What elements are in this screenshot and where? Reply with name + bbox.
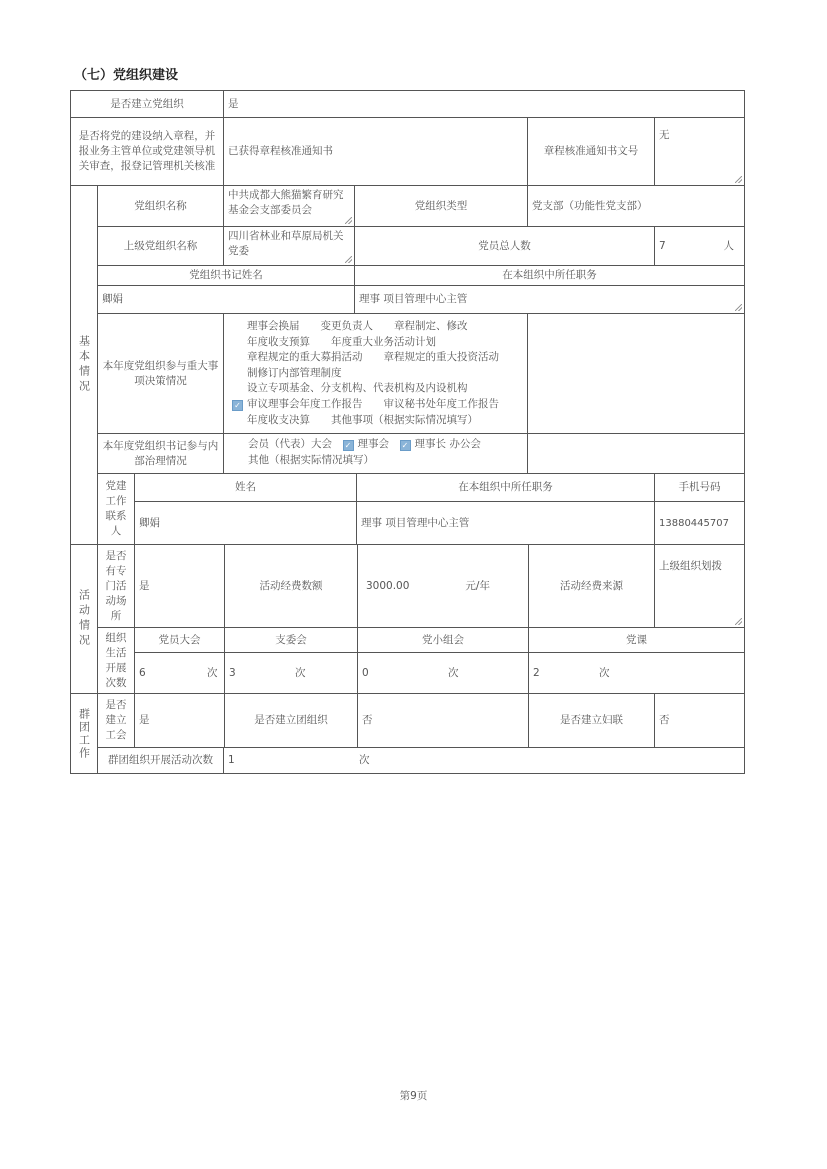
count-group-meeting[interactable]: 0 次 bbox=[357, 652, 529, 694]
section-title: （七）党组织建设 bbox=[74, 68, 179, 83]
org-name-value[interactable]: 中共成都大熊猫繁育研究基金会支部委员会 bbox=[223, 185, 355, 227]
resize-grip-icon[interactable] bbox=[345, 217, 352, 224]
resize-grip-icon[interactable] bbox=[735, 618, 742, 625]
mass-times-value[interactable]: 1 次 bbox=[223, 747, 745, 774]
members-value[interactable]: 7 人 bbox=[654, 226, 745, 266]
parent-org-label: 上级党组织名称 bbox=[97, 226, 224, 266]
contact-side-label: 党建工作联系人 bbox=[97, 473, 135, 545]
activity-side-label: 活动情况 bbox=[70, 544, 98, 694]
women-label: 是否建立妇联 bbox=[528, 693, 655, 748]
charter-value[interactable]: 已获得章程核准通知书 bbox=[223, 117, 528, 186]
page-number: 第9页 bbox=[399, 1090, 428, 1102]
contact-phone-value[interactable]: 13880445707 bbox=[654, 501, 745, 545]
charter-doc-label: 章程核准通知书文号 bbox=[527, 117, 655, 186]
youth-value[interactable]: 否 bbox=[357, 693, 529, 748]
decision-option[interactable]: 年度收支预算 年度重大业务活动计划 bbox=[247, 335, 436, 348]
funds-unit: 元/年 bbox=[465, 579, 490, 592]
decision-option[interactable]: 年度收支决算 其他事项（根据实际情况填写） bbox=[247, 413, 478, 426]
life-label: 组织生活开展次数 bbox=[97, 627, 135, 694]
contact-name-label: 姓名 bbox=[134, 473, 357, 502]
org-type-label: 党组织类型 bbox=[354, 185, 528, 227]
header-members-meeting: 党员大会 bbox=[134, 627, 225, 653]
charter-label: 是否将党的建设纳入章程，并报业务主管单位或党建领导机关审查，报登记管理机关核准 bbox=[70, 117, 224, 186]
contact-phone-label: 手机号码 bbox=[654, 473, 745, 502]
decision-option[interactable]: 理事会换届 变更负责人 章程制定、修改 bbox=[247, 320, 468, 332]
contact-post-label: 在本组织中所任职务 bbox=[356, 473, 655, 502]
decision-option[interactable]: 章程规定的重大募捐活动 章程规定的重大投资活动 bbox=[247, 351, 499, 364]
contact-name-value[interactable]: 卿娟 bbox=[134, 501, 357, 545]
governance-option-office[interactable]: 理事长 办公会 bbox=[414, 438, 481, 450]
venue-value[interactable]: 是 bbox=[134, 544, 225, 628]
governance-option-assembly[interactable]: 会员（代表）大会 bbox=[248, 438, 332, 450]
basic-side-label: 基本情况 bbox=[70, 185, 98, 545]
union-value[interactable]: 是 bbox=[134, 693, 225, 748]
established-label: 是否建立党组织 bbox=[70, 90, 224, 118]
charter-doc-value[interactable] bbox=[654, 117, 745, 186]
parent-org-value[interactable]: 四川省林业和草原局机关党委 bbox=[223, 226, 355, 266]
funds-source-value[interactable]: 上级组织划拨 bbox=[654, 544, 745, 628]
checkbox-checked-icon[interactable]: ✓ bbox=[400, 440, 411, 451]
funds-source-label: 活动经费来源 bbox=[528, 544, 655, 628]
secretary-name-value[interactable]: 卿娟 bbox=[97, 285, 355, 314]
resize-grip-icon[interactable] bbox=[735, 176, 742, 183]
decision-extra-cell[interactable] bbox=[527, 313, 745, 434]
mass-side-label: 群团工作 bbox=[70, 693, 98, 774]
decision-option[interactable]: 制修订内部管理制度 bbox=[247, 366, 342, 379]
secretary-post-value[interactable]: 理事 项目管理中心主管 bbox=[354, 285, 745, 314]
org-name-label: 党组织名称 bbox=[97, 185, 224, 227]
header-group-meeting: 党小组会 bbox=[357, 627, 529, 653]
members-unit: 人 bbox=[723, 240, 734, 252]
decision-option[interactable]: 设立专项基金、分支机构、代表机构及内设机构 bbox=[247, 382, 468, 395]
governance-extra-cell[interactable] bbox=[527, 433, 745, 474]
women-value[interactable]: 否 bbox=[654, 693, 745, 748]
decision-options bbox=[232, 319, 532, 428]
governance-option-other[interactable]: 其他（根据实际情况填写） bbox=[248, 454, 374, 466]
funds-label: 活动经费数额 bbox=[224, 544, 358, 628]
mass-times-label: 群团组织开展活动次数 bbox=[97, 747, 224, 774]
funds-value: 3000.00 bbox=[366, 579, 410, 592]
checkbox-checked-icon[interactable]: ✓ bbox=[232, 400, 243, 411]
venue-label: 是否有专门活动场所 bbox=[97, 544, 135, 628]
decision-label: 本年度党组织参与重大事项决策情况 bbox=[97, 313, 224, 434]
header-committee: 支委会 bbox=[224, 627, 358, 653]
count-party-lecture[interactable]: 2 次 bbox=[528, 652, 745, 694]
count-committee[interactable]: 3 次 bbox=[224, 652, 358, 694]
resize-grip-icon[interactable] bbox=[345, 256, 352, 263]
secretary-name-label: 党组织书记姓名 bbox=[97, 265, 355, 286]
established-value[interactable]: 是 bbox=[223, 90, 745, 118]
checkbox-checked-icon[interactable]: ✓ bbox=[343, 440, 354, 451]
governance-options bbox=[223, 433, 528, 474]
header-party-lecture: 党课 bbox=[528, 627, 745, 653]
union-label: 是否建立工会 bbox=[97, 693, 135, 748]
charter-doc-text: 无 bbox=[659, 129, 670, 141]
members-label: 党员总人数 bbox=[354, 226, 655, 266]
secretary-post-label: 在本组织中所任职务 bbox=[354, 265, 745, 286]
resize-grip-icon[interactable] bbox=[735, 304, 742, 311]
decision-option[interactable]: ✓ 审议理事会年度工作报告 审议秘书处年度工作报告 bbox=[232, 397, 532, 413]
youth-label: 是否建立团组织 bbox=[224, 693, 358, 748]
funds-value-cell[interactable] bbox=[357, 544, 529, 628]
contact-post-value[interactable]: 理事 项目管理中心主管 bbox=[356, 501, 655, 545]
governance-option-council[interactable]: 理事会 bbox=[357, 438, 389, 450]
governance-label: 本年度党组织书记参与内部治理情况 bbox=[97, 433, 224, 474]
count-members-meeting[interactable]: 6 次 bbox=[134, 652, 225, 694]
org-type-value[interactable]: 党支部（功能性党支部） bbox=[527, 185, 745, 227]
